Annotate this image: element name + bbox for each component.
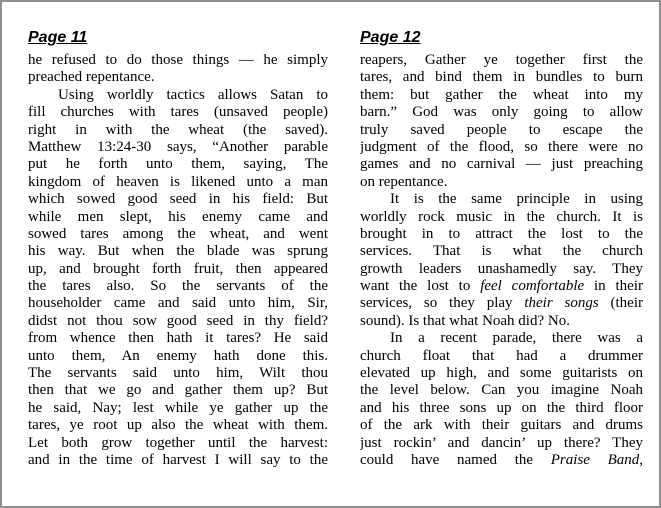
body-text: the level below. Can you imagine Noah: [360, 382, 643, 399]
text-line: [360, 191, 643, 208]
body-text: just rockin’ and dancin’ up there? They: [360, 434, 643, 451]
text-line: [28, 295, 328, 312]
body-text: then that we go and gather them up? But: [28, 382, 328, 399]
text-line: [360, 435, 643, 452]
body-text: kingdom of heaven is likened unto a man: [28, 173, 328, 190]
body-text: church float that had a drummer: [360, 347, 643, 364]
text-line: [360, 348, 643, 365]
text-line: [28, 139, 328, 156]
body-text: householder came and said unto him, Sir,: [28, 295, 328, 312]
body-text: and his three sons up on the third floor: [360, 399, 643, 416]
text-line: [28, 226, 328, 243]
emphasized-text: Praise Band,: [550, 451, 643, 468]
body-text: sowed tares among the wheat, and went: [28, 225, 328, 242]
text-line: [28, 209, 328, 226]
body-text: the tares also. So the servants of the: [28, 278, 328, 295]
text-line: [28, 400, 328, 417]
text-line: [360, 382, 643, 399]
body-text: worldly rock music in the church. It is: [360, 208, 643, 225]
body-text: barn.” God was only going to allow: [360, 104, 643, 121]
body-text: brought in to attract the lost to the: [360, 225, 643, 242]
body-text: he said, Nay; lest while ye gather up the: [28, 399, 328, 416]
text-line: [360, 156, 643, 173]
text-line: [360, 122, 643, 139]
body-text: fill churches with tares (unsaved people): [28, 104, 328, 121]
text-line: [360, 104, 643, 121]
text-line: [360, 400, 643, 417]
text-line: [28, 382, 328, 399]
text-line: [360, 278, 643, 295]
page-12-column: [360, 28, 643, 469]
body-text: Let both grow together until the harvest:: [28, 434, 328, 451]
body-text: reapers, Gather ye together first the: [360, 52, 643, 68]
body-text: services. That is what the church: [360, 243, 643, 260]
text-line: [360, 417, 643, 434]
body-text: and in the time of harvest I will say to the: [28, 451, 328, 468]
text-line: [360, 69, 643, 86]
text-line: [28, 191, 328, 208]
text-line: [360, 87, 643, 104]
body-text: want the lost to: [360, 278, 481, 295]
body-text: in their: [584, 278, 643, 295]
text-line: [28, 330, 328, 347]
body-text: up, and brought forth fruit, then appeared: [28, 260, 328, 277]
emphasized-text: feel comfortable: [480, 278, 585, 295]
text-line: [360, 243, 643, 260]
page-12-header: Page 12: [360, 29, 421, 46]
text-line: [28, 435, 328, 452]
body-text: elevated up high, and some guitarists on: [360, 365, 643, 382]
body-text: he refused to do those things — he simply: [28, 52, 328, 68]
body-text: (their: [598, 295, 643, 312]
text-line: [360, 313, 643, 330]
body-text: of the ark with their guitars and drums: [360, 417, 643, 434]
text-line: [28, 313, 328, 330]
text-line: [28, 52, 328, 69]
page-11-column: [28, 28, 328, 469]
body-text: while men slept, his enemy came and: [28, 208, 328, 225]
text-line: [28, 243, 328, 260]
text-line: [28, 452, 328, 469]
text-line: [28, 69, 328, 86]
body-text: truly saved people to escape the: [360, 121, 643, 138]
text-line: [28, 87, 328, 104]
text-line: [360, 52, 643, 69]
body-text: preached repentance.: [28, 69, 155, 86]
body-text: didst not thou sow good seed in thy field?: [28, 312, 328, 329]
text-line: [28, 278, 328, 295]
body-text: his way. But when the blade was sprung: [28, 243, 328, 260]
body-text: games and no carnival — just preaching: [360, 156, 643, 173]
text-line: [28, 417, 328, 434]
body-text: services, so they play: [360, 295, 525, 312]
body-text: them: but gather the wheat into my: [360, 86, 643, 103]
body-text: right in with the wheat (the saved).: [28, 121, 328, 138]
page-12-body: [360, 52, 643, 469]
text-line: [360, 209, 643, 226]
body-text: Using worldly tactics allows Satan to: [58, 86, 328, 103]
body-text: judgment of the flood, so there were no: [360, 138, 643, 155]
text-line: [28, 122, 328, 139]
text-line: [360, 452, 643, 469]
text-line: [28, 348, 328, 365]
body-text: In a recent parade, there was a: [390, 330, 643, 347]
body-text: which sowed good seed in his field: But: [28, 191, 328, 208]
text-line: [28, 174, 328, 191]
body-text: tares, ye root up also the wheat with them.: [28, 417, 328, 434]
body-text: from whence then hath it tares? He said: [28, 330, 328, 347]
page-11-header: Page 11: [28, 29, 88, 46]
text-line: [28, 104, 328, 121]
body-text: Matthew 13:24-30 says, “Another parable: [28, 138, 328, 155]
body-text: put he forth unto them, saying, The: [28, 156, 328, 173]
text-line: [360, 330, 643, 347]
text-line: [28, 365, 328, 382]
text-line: [360, 295, 643, 312]
body-text: unto them, An enemy hath done this.: [28, 347, 328, 364]
text-line: [360, 365, 643, 382]
text-line: [360, 226, 643, 243]
body-text: It is the same principle in using: [390, 191, 643, 208]
body-text: growth leaders unashamedly say. They: [360, 260, 643, 277]
body-text: tares, and bind them in bundles to burn: [360, 69, 643, 86]
body-text: sound). Is that what Noah did? No.: [360, 312, 570, 329]
page-11-body: [28, 52, 328, 469]
text-line: [28, 156, 328, 173]
body-text: could have named the: [360, 451, 551, 468]
body-text: The servants said unto him, Wilt thou: [28, 365, 328, 382]
text-line: [28, 261, 328, 278]
text-line: [360, 261, 643, 278]
text-line: [360, 174, 643, 191]
emphasized-text: their songs: [524, 295, 599, 312]
body-text: on repentance.: [360, 173, 448, 190]
text-line: [360, 139, 643, 156]
